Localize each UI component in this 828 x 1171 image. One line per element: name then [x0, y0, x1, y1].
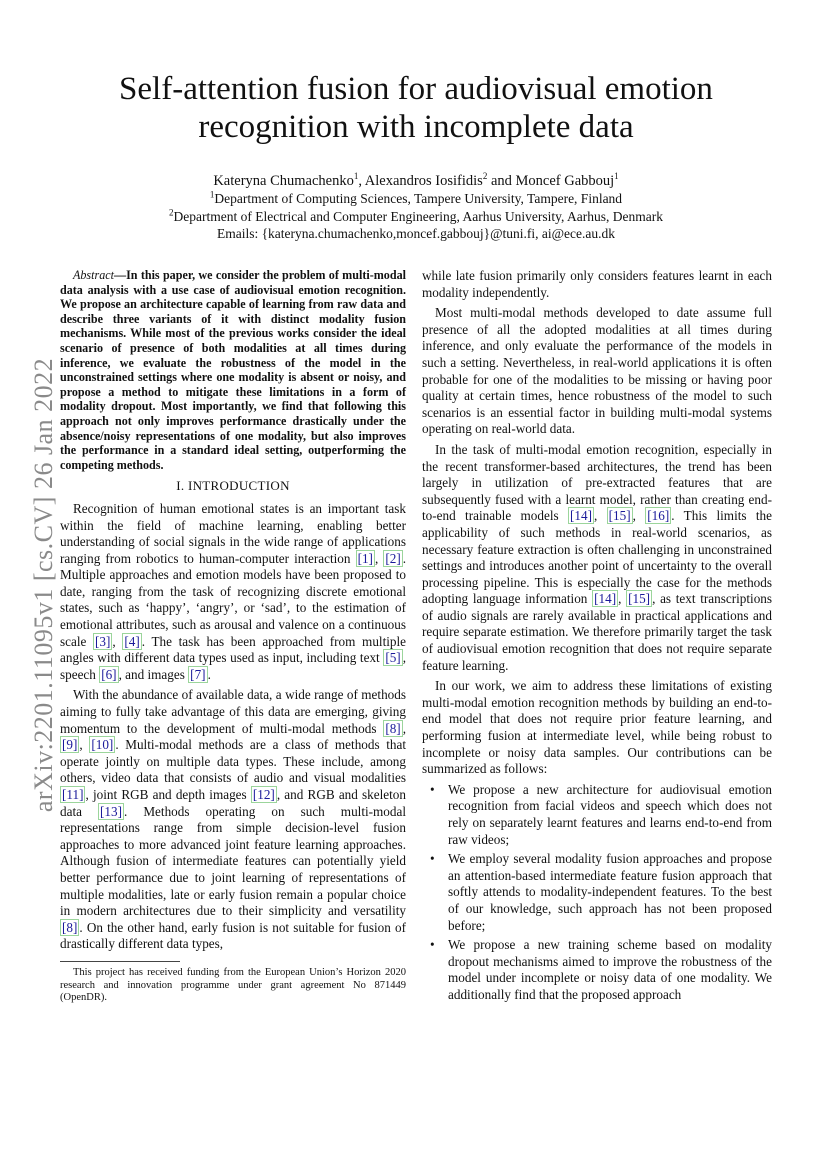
text-run: , as text transcriptions of audio signals are rarely available in practical applications and require separate estimation. We therefore primarily target the task of audiovisual emotion recognition that does not require separate feature learning. [422, 591, 773, 673]
abstract-text: —In this paper, we consider the problem of multi-modal data analysis with a use case of audiovisual emotion recognition. We propose an architecture capable of learning from raw data and describe three variants of it with distinct modality fusion mechanisms. While most of the previous works consider the ideal scenario of presence of both modalities at all times during inference, we evaluate the robustness of the model in the unconstrained settings where one modality is absent or noisy, and propose a method to mitigate these limitations in a form of modality dropout. Most importantly, we find that following this approach not only improves performance drastically under the absence/noisy representations of one modality, but also improves the performance in a standard ideal setting, outperforming the competing methods. [60, 268, 406, 472]
affiliation-2 [60, 208, 772, 226]
citation-link[interactable]: [14] [594, 591, 617, 607]
author-list [60, 172, 772, 190]
intro-paragraph-1 [60, 501, 406, 684]
text-run: . Methods operating on such multi-modal representations range from simple decision-level fusion approaches to more advanced joint feature learning approaches. Although fusion of intermediate features can potentially yield better performance due to joint learning of representations of multiple modalities, late or early fusion remain a popular choice in modern architectures due to their simplicity and versatility [60, 803, 407, 919]
affiliation-1 [60, 190, 772, 208]
intro-paragraph-2 [60, 687, 406, 953]
text-run: , [402, 720, 406, 736]
text-run: , and RGB and skeleton data [60, 787, 406, 819]
citation-link[interactable]: [1] [357, 550, 373, 566]
author-3-name: and Moncef Gabbouj [487, 173, 615, 189]
citation-link[interactable]: [5] [385, 650, 401, 666]
citation-link[interactable]: [4] [124, 633, 140, 649]
author-2-affiliation-marker: 2 [482, 171, 488, 182]
right-paragraph-3: In our work, we aim to address these limitations of existing multi-modal emotion recognition methods by building an end-to-end model that does not require prior feature learning, and performing fusion at intermediate level, while being robust to incomplete or noisy data samples. Our contributions can be summarized as follows: [422, 678, 772, 777]
left-column [60, 268, 406, 957]
citation-link[interactable]: [2] [385, 550, 401, 566]
affiliation-1-text: Department of Computing Sciences, Tampere University, Tampere, Finland [214, 191, 623, 206]
abstract-lead: Abstract [73, 268, 114, 282]
text-run: , [593, 508, 607, 524]
citation-link[interactable]: [3] [95, 633, 111, 649]
citation-link[interactable]: [8] [385, 720, 401, 736]
citation-link[interactable]: [7] [190, 666, 206, 682]
citation-link[interactable]: [11] [62, 787, 84, 802]
text-run: . Multi-modal methods are a class of methods that operate jointly on multiple data types. These include, among others, video data that consists of audio and visual modalities [60, 737, 407, 786]
paper-title [60, 70, 772, 146]
citation-link[interactable]: [15] [628, 591, 651, 607]
paper-header [60, 70, 772, 243]
affiliation-2-text: Department of Electrical and Computer Engineering, Aarhus University, Aarhus, Denmark [173, 208, 663, 224]
right-column [422, 268, 772, 1007]
text-run: , [374, 550, 384, 566]
text-run: , and images [118, 666, 189, 682]
citation-link[interactable]: [15] [608, 508, 631, 524]
text-run: . Multiple approaches and emotion models have been proposed to date, ranging from the task of recognizing discrete emotional states, such as ‘happy’, ‘angry’, or ‘sad’, to the estimation of emotional attributes, such as arousal and valence on a continuous scale [60, 550, 407, 649]
arxiv-identifier-text[interactable]: arXiv:2201.11095v1 [cs.CV] 26 Jan 2022 [29, 357, 58, 813]
affiliation-1-marker: 1 [209, 189, 215, 200]
right-paragraph-2 [422, 442, 772, 674]
contribution-item: • We employ several modality fusion approaches and propose an attention-based intermediate feature fusion approach that softly attends to modality-independent features. To the best of our knowledge, such approach has not been proposed before; [448, 851, 772, 934]
author-1-name: Kateryna Chumachenko [213, 173, 354, 189]
footnote-rule [60, 961, 180, 962]
citation-link[interactable]: [12] [252, 787, 275, 802]
title-line-2: recognition with incomplete data [198, 109, 634, 145]
contribution-item: • We propose a new architecture for audiovisual emotion recognition from facial videos and speech which does not rely on separately learnt features and learns end-to-end from raw videos; [448, 782, 772, 848]
text-run: In the task of multi-modal emotion recognition, especially in the recent transformer-based architectures, the trend has been largely in utilization of pre-extracted features that are subsequently fused with a learnt model, rather than creating end-to-end trainable models [422, 441, 772, 524]
author-emails[interactable]: Emails: {kateryna.chumachenko,moncef.gabbouj}@tuni.fi, ai@ece.au.dk [216, 226, 616, 241]
citation-link[interactable]: [10] [91, 737, 114, 753]
text-run: , [632, 508, 646, 524]
contribution-item: • We propose a new training scheme based on modality dropout mechanisms aimed to improve the robustness of the model under incomplete or noisy data of one modality. We additionally find that the proposed approach [448, 937, 772, 1003]
title-line-1: Self-attention fusion for audiovisual emotion [119, 71, 713, 107]
citation-link[interactable]: [13] [100, 803, 122, 819]
footnote-text: This project has received funding from the European Union’s Horizon 2020 research and innovation programme under grant agreement No 871449 (OpenDR). [60, 967, 406, 1004]
right-paragraph-continuation: while late fusion primarily only considers features learnt in each modality independently. [422, 268, 772, 300]
text-run: . On the other hand, early fusion is not suitable for fusion of drastically different data types, [60, 919, 406, 952]
abstract [60, 268, 406, 472]
author-1-affiliation-marker: 1 [353, 171, 359, 182]
text-run: , [79, 737, 90, 753]
text-run: . The task has been approached from multiple angles with different data types used as input, including text [60, 633, 407, 666]
affiliation-2-marker: 2 [169, 207, 174, 217]
text-run: , joint RGB and depth images [85, 787, 251, 802]
funding-footnote [60, 961, 406, 1005]
contributions-list [422, 782, 772, 1004]
citation-link[interactable]: [14] [570, 508, 592, 524]
section-heading-introduction: I. INTRODUCTION [176, 478, 290, 494]
text-run: , [618, 591, 627, 607]
author-3-affiliation-marker: 1 [614, 171, 619, 182]
citation-link[interactable]: [16] [647, 508, 670, 524]
citation-link[interactable]: [8] [62, 919, 78, 935]
text-run: . [207, 666, 211, 682]
text-run: Recognition of human emotional states is an important task within the field of machine learning, enabling better understanding of social signals in the wide range of applications ranging from robotics to human-computer interaction [60, 500, 406, 566]
citation-link[interactable]: [6] [101, 666, 117, 682]
text-run: , [112, 633, 123, 649]
citation-link[interactable]: [9] [62, 737, 78, 753]
text-run: . This limits the applicability of such methods in real-world scenarios, as necessary feature extraction is often challenging in unconstrained settings and introduces another point of uncertainty to the overall processing pipeline. This is especially the case for the methods adopting language information [422, 508, 772, 607]
text-run: , speech [60, 650, 406, 682]
right-paragraph-1: Most multi-modal methods developed to date assume full presence of all the adopted modalities at all times during inference, and only evaluate the performance of the models in such a setting. Nevertheless, in real-world applications it is often probable for one of the modalities to be missing or having poor quality at certain times, hence robustness of the model to such scenarios is an essential factor in building multi-modal systems operating on real-world data. [422, 305, 772, 437]
author-2-name: , Alexandros Iosifidis [358, 173, 483, 189]
text-run: With the abundance of available data, a wide range of methods aiming to fully take advantage of this data are emerging, giving momentum to the development of multi-modal methods [60, 687, 406, 736]
